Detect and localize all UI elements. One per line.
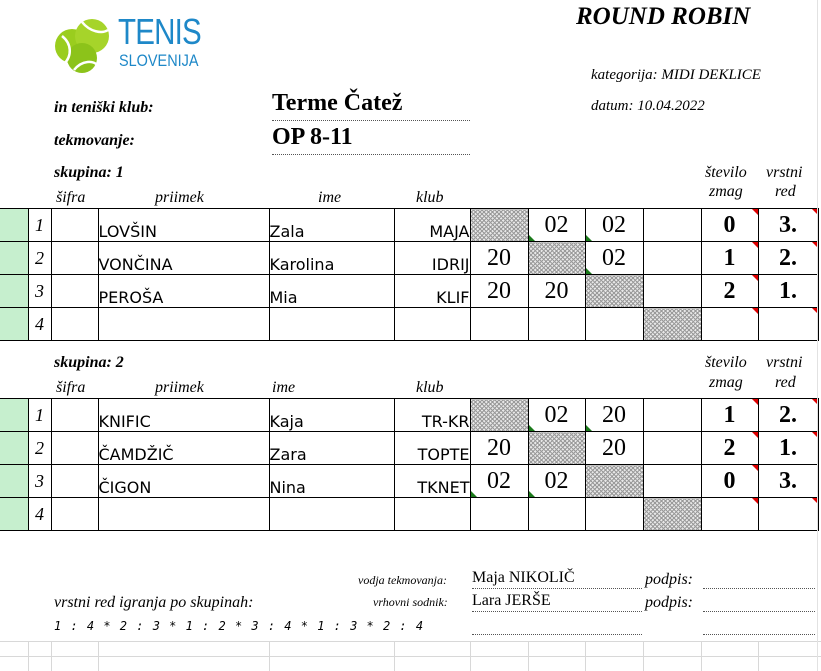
- score-cell[interactable]: 02: [528, 399, 585, 432]
- group-2-label: skupina: 2: [54, 354, 124, 371]
- name-cell[interactable]: [269, 308, 394, 341]
- sheet-gridline: [269, 641, 270, 671]
- self-match-cell: [528, 242, 585, 275]
- row-number: 3: [28, 465, 51, 498]
- score-cell[interactable]: 20: [470, 275, 528, 308]
- director-sign-label: podpis:: [645, 571, 693, 588]
- table-row: [0, 432, 818, 465]
- col-klub: klub: [416, 379, 444, 396]
- referee-sign-label: podpis:: [645, 594, 693, 611]
- rank-cell[interactable]: 1.: [758, 275, 818, 308]
- tenis-slovenija-logo: [52, 10, 201, 76]
- name-cell[interactable]: Mia: [269, 275, 394, 308]
- score-cell[interactable]: 20: [585, 399, 643, 432]
- surname-cell[interactable]: PEROŠA: [98, 275, 269, 308]
- score-cell[interactable]: [470, 308, 528, 341]
- extra-line: [472, 615, 642, 635]
- extra-line: [703, 615, 815, 635]
- referee-value[interactable]: Lara JERŠE: [472, 592, 642, 612]
- rank-cell[interactable]: [758, 308, 818, 341]
- rank-cell[interactable]: 1.: [758, 432, 818, 465]
- score-cell[interactable]: 02: [470, 465, 528, 498]
- rank-cell[interactable]: 2.: [758, 242, 818, 275]
- sheet-gridline: [585, 641, 586, 671]
- club-value: Terme Čatež: [272, 90, 470, 121]
- score-cell[interactable]: [643, 432, 701, 465]
- sheet-gridline: [528, 641, 529, 671]
- score-cell[interactable]: 20: [528, 275, 585, 308]
- row-number: 4: [28, 498, 51, 531]
- self-match-cell: [470, 209, 528, 242]
- surname-cell[interactable]: ČAMDŽIČ: [98, 432, 269, 465]
- sifra-cell[interactable]: [51, 275, 98, 308]
- play-order-label: vrstni red igranja po skupinah:: [54, 594, 254, 611]
- director-value[interactable]: Maja NIKOLIČ: [472, 569, 642, 589]
- table-row: [0, 308, 818, 341]
- table-row: [0, 242, 818, 275]
- col-sifra: šifra: [56, 189, 86, 206]
- sheet-edge: [817, 0, 818, 671]
- director-label: vodja tekmovanja:: [358, 573, 447, 587]
- self-match-cell: [528, 432, 585, 465]
- col-priimek: priimek: [155, 379, 204, 396]
- row-number: 1: [28, 209, 51, 242]
- col-zmag: zmag: [709, 183, 743, 200]
- sheet-gridline: [28, 641, 29, 671]
- score-cell[interactable]: 20: [470, 432, 528, 465]
- score-cell[interactable]: [528, 308, 585, 341]
- sifra-cell[interactable]: [51, 242, 98, 275]
- surname-cell[interactable]: [98, 498, 269, 531]
- club-label: in teniški klub:: [54, 99, 154, 116]
- col-stevilo: število: [705, 354, 747, 371]
- surname-cell[interactable]: ČIGON: [98, 465, 269, 498]
- director-signature-field[interactable]: [703, 569, 815, 589]
- score-cell[interactable]: [643, 209, 701, 242]
- group-2-table: [0, 398, 819, 531]
- wins-cell[interactable]: [701, 498, 758, 531]
- col-ime: ime: [272, 379, 296, 396]
- score-cell[interactable]: 02: [585, 209, 643, 242]
- surname-cell[interactable]: LOVŠIN: [98, 209, 269, 242]
- row-number: 1: [28, 399, 51, 432]
- sifra-cell[interactable]: [51, 498, 98, 531]
- row-marker: [0, 432, 28, 465]
- referee-label: vrhovni sodnik:: [373, 595, 448, 609]
- surname-cell[interactable]: KNIFIC: [98, 399, 269, 432]
- page-title: ROUND ROBIN: [576, 3, 751, 30]
- row-marker: [0, 275, 28, 308]
- club-cell[interactable]: IDRIJ: [394, 242, 470, 275]
- sifra-cell[interactable]: [51, 209, 98, 242]
- sheet-gridline: [51, 641, 52, 671]
- surname-cell[interactable]: VONČINA: [98, 242, 269, 275]
- sheet-gridline: [470, 641, 471, 671]
- sifra-cell[interactable]: [51, 432, 98, 465]
- name-cell[interactable]: [269, 498, 394, 531]
- table-row: [0, 399, 818, 432]
- competition-label: tekmovanje:: [54, 132, 135, 149]
- score-cell[interactable]: [643, 399, 701, 432]
- score-cell[interactable]: [643, 275, 701, 308]
- wins-cell[interactable]: 1: [701, 242, 758, 275]
- row-marker: [0, 399, 28, 432]
- score-cell[interactable]: 20: [585, 432, 643, 465]
- sheet-gridline: [643, 641, 644, 671]
- self-match-cell: [470, 399, 528, 432]
- logo-subtitle: SLOVENIJA: [119, 51, 199, 70]
- table-row: [0, 209, 818, 242]
- logo-title: TENIS: [118, 11, 201, 52]
- sheet-gridline: [0, 656, 821, 657]
- score-cell[interactable]: 02: [528, 209, 585, 242]
- club-cell[interactable]: KLIF: [394, 275, 470, 308]
- row-marker: [0, 498, 28, 531]
- row-marker: [0, 209, 28, 242]
- col-ime: ime: [318, 189, 342, 206]
- row-number: 4: [28, 308, 51, 341]
- wins-cell[interactable]: [701, 308, 758, 341]
- name-cell[interactable]: Zara: [269, 432, 394, 465]
- rank-cell[interactable]: [758, 498, 818, 531]
- score-cell[interactable]: [528, 498, 585, 531]
- category-label: kategorija: MIDI DEKLICE: [591, 67, 761, 83]
- referee-signature-field[interactable]: [703, 592, 815, 612]
- name-cell[interactable]: Kaja: [269, 399, 394, 432]
- name-cell[interactable]: Nina: [269, 465, 394, 498]
- rank-cell[interactable]: 3.: [758, 209, 818, 242]
- wins-cell[interactable]: 1: [701, 399, 758, 432]
- self-match-cell: [643, 308, 701, 341]
- score-cell[interactable]: 20: [470, 242, 528, 275]
- club-cell[interactable]: TKNET: [394, 465, 470, 498]
- col-stevilo: število: [705, 164, 747, 181]
- score-cell[interactable]: 02: [585, 242, 643, 275]
- sheet-gridline: [0, 641, 821, 642]
- col-vrstni: vrstni: [766, 354, 803, 371]
- col-sifra: šifra: [56, 379, 86, 396]
- row-number: 3: [28, 275, 51, 308]
- score-cell[interactable]: [585, 308, 643, 341]
- wins-cell[interactable]: 2: [701, 432, 758, 465]
- club-cell[interactable]: [394, 498, 470, 531]
- sifra-cell[interactable]: [51, 308, 98, 341]
- table-row: [0, 498, 818, 531]
- sheet-gridline: [394, 641, 395, 671]
- club-cell[interactable]: TR-KR: [394, 399, 470, 432]
- score-cell[interactable]: [470, 498, 528, 531]
- sheet-gridline: [758, 641, 759, 671]
- name-cell[interactable]: Zala: [269, 209, 394, 242]
- self-match-cell: [643, 498, 701, 531]
- self-match-cell: [585, 465, 643, 498]
- row-number: 2: [28, 432, 51, 465]
- date-label: datum: 10.04.2022: [591, 98, 705, 114]
- sifra-cell[interactable]: [51, 465, 98, 498]
- group-1-label: skupina: 1: [54, 164, 124, 181]
- col-zmag: zmag: [709, 374, 743, 391]
- sifra-cell[interactable]: [51, 399, 98, 432]
- sheet-gridline: [98, 641, 99, 671]
- table-row: [0, 465, 818, 498]
- wins-cell[interactable]: 0: [701, 209, 758, 242]
- score-cell[interactable]: 02: [528, 465, 585, 498]
- row-marker: [0, 465, 28, 498]
- club-cell[interactable]: MAJA: [394, 209, 470, 242]
- self-match-cell: [585, 275, 643, 308]
- club-cell[interactable]: [394, 308, 470, 341]
- score-cell[interactable]: [643, 465, 701, 498]
- col-red: red: [775, 374, 796, 391]
- col-priimek: priimek: [155, 189, 204, 206]
- row-marker: [0, 242, 28, 275]
- wins-cell[interactable]: 0: [701, 465, 758, 498]
- surname-cell[interactable]: [98, 308, 269, 341]
- col-vrstni: vrstni: [766, 164, 803, 181]
- rank-cell[interactable]: 3.: [758, 465, 818, 498]
- col-klub: klub: [416, 189, 444, 206]
- competition-value: OP 8-11: [272, 124, 470, 155]
- play-order-sequence: 1 : 4 * 2 : 3 * 1 : 2 * 3 : 4 * 1 : 3 * 2 : 4: [54, 619, 425, 633]
- tennis-ball-icon: [52, 10, 114, 76]
- col-red: red: [775, 183, 796, 200]
- name-cell[interactable]: Karolina: [269, 242, 394, 275]
- row-marker: [0, 308, 28, 341]
- sheet-gridline: [701, 641, 702, 671]
- group-1-table: [0, 208, 819, 341]
- rank-cell[interactable]: 2.: [758, 399, 818, 432]
- row-number: 2: [28, 242, 51, 275]
- wins-cell[interactable]: 2: [701, 275, 758, 308]
- score-cell[interactable]: [643, 242, 701, 275]
- score-cell[interactable]: [585, 498, 643, 531]
- club-cell[interactable]: TOPTE: [394, 432, 470, 465]
- table-row: [0, 275, 818, 308]
